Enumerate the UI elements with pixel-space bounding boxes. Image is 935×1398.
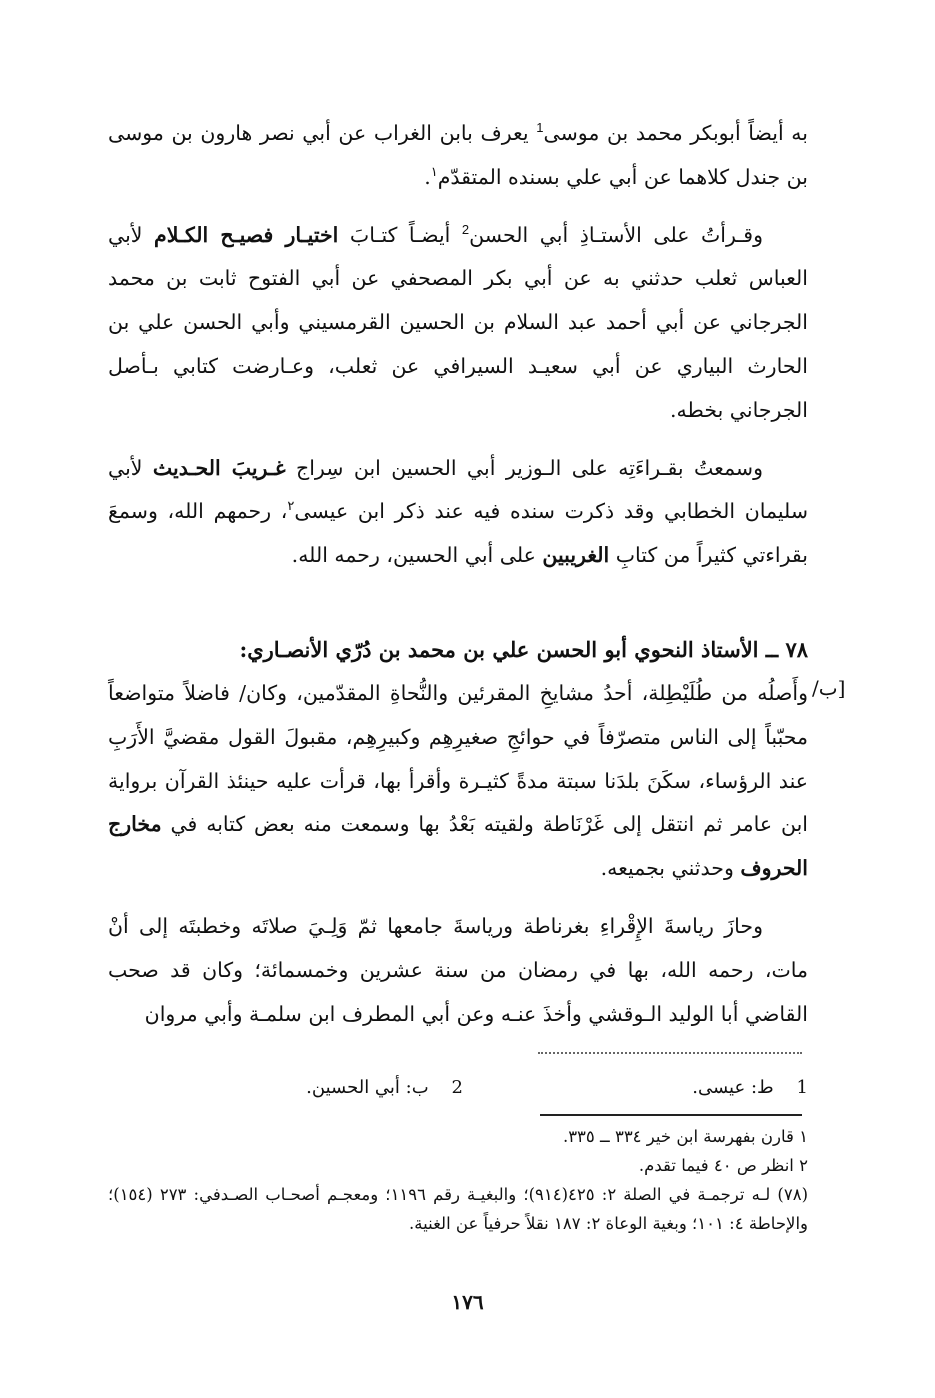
variant-marker-1: 1 bbox=[536, 120, 544, 136]
paragraph-3-text-a: وسمعتُ بقـراءَتِه على الـوزير أبي الحسين ابن سِراج bbox=[285, 455, 763, 480]
paragraph-2-text-b: أيضـاً كتـابَ bbox=[338, 222, 462, 247]
footnote-1: ١ قارن بفهرسة ابن خير ٣٣٤ ــ ٣٣٥. bbox=[562, 1127, 808, 1146]
paragraph-3 bbox=[108, 447, 808, 578]
footnotes bbox=[108, 1122, 808, 1238]
paragraph-4 bbox=[108, 672, 808, 891]
paragraph-3-text-c: ، رحمهم الله، وسمعَ بقراءتي كثيراً من كتابِ bbox=[108, 499, 808, 568]
paragraph-2-text-a: وقـرأتُ على الأستـاذِ أبي الحسن bbox=[469, 222, 764, 247]
paragraph-2 bbox=[108, 214, 808, 433]
paragraph-3-text-b: لأبي سليمان الخطابي وقد ذكرت سنده فيه عند ذكر ابن عيسى bbox=[108, 455, 809, 524]
variant-2-text: ب: أبي الحسين. bbox=[306, 1077, 429, 1098]
paragraph-4-text-a: وأَصلُه من طُلَيْطِلة، أحدُ مشايخِ المقرئين والنُّحاةِ المقدّمين، وكان/ فاضلاً متواضعاً محبّباً إلى الناس متصرّفاً في حوائجِ صغيرِهِم وكبيرِهِم، مقبولَ القول مقضيَّ الأَرَبِ عند الرؤساء، سكَنَ بلدَنا سبتة مدةً كثيـرة وأقرأ بها، قرأت عليه حينئذ القرآن برواية ابن عامر ثم انتقل إلى غَرْنَاطة ولقيته بَعْدُ بها وسمعت منه بعض كتابه في bbox=[108, 680, 808, 837]
variant-reading-1 bbox=[692, 1068, 808, 1108]
paragraph-1-text-a: به أيضاً أبوبكر محمد بن موسى bbox=[543, 121, 808, 145]
paragraph-1-text-b: يعرف بابن الغراب عن أبي نصر هارون بن موسى بن جندل كلاهما عن أبي علي بسنده المتقدّم bbox=[108, 121, 808, 189]
variant-reading-2 bbox=[306, 1068, 463, 1108]
variant-1-number: 1 bbox=[796, 1077, 808, 1098]
entry-heading-78: ٧٨ ــ الأستاذ النحوي أبو الحسن علي بن محمد بن دُرّي الأنصـاري: bbox=[239, 636, 808, 662]
page-number: ١٧٦ bbox=[451, 1290, 484, 1314]
variant-2-number: 2 bbox=[451, 1077, 463, 1098]
paragraph-4-text-b: وحدثني بجميعه. bbox=[600, 856, 741, 881]
book-title-makharij: مخارج الحروف bbox=[108, 812, 808, 881]
paragraph-1 bbox=[108, 112, 808, 200]
footnote-78: (٧٨) لـه ترجمـة في الصلة ٢: ٤٢٥(٩١٤)؛ والبغيـة رقم ١١٩٦؛ ومعجـم أصحـاب الصـدفي: ٢٧٣ (١٥٤)؛ والإحاطة ٤: ١٠١؛ وبغية الوعاة ٢: ١٨٧ نقلاً حرفياً عن الغنية. bbox=[108, 1185, 808, 1233]
manuscript-folio-marker: /ب] bbox=[812, 676, 846, 700]
paragraph-3-text-d: على أبي الحسين، رحمه الله. bbox=[291, 543, 543, 568]
book-title-fasih: اختيـار فصيـح الكـلام bbox=[154, 222, 339, 247]
paragraph-1-text-c: . bbox=[424, 164, 431, 189]
paragraph-2-text-c: لأبي العباس ثعلب حدثني به عن أبي بكر المصحفي عن أبي الفتوح ثابت بن محمد الجرجاني عن أبي أحمد عبد السلام بن الحسين القرمسيني وأبي الحسن علي بن الحارث البياري عن أبي سعيـد السيرافي عن ثعلب، وعـارضت كتابي بـأصل الجرجاني بخطه. bbox=[108, 222, 808, 422]
variants-divider bbox=[538, 1052, 802, 1054]
book-title-gharibayn: الغريبين bbox=[542, 543, 610, 568]
variant-marker-2: 2 bbox=[461, 221, 470, 237]
main-text bbox=[108, 112, 808, 1036]
book-title-gharib: غـريبَ الحـديث bbox=[152, 455, 286, 480]
variant-1-text: ط: عيسى. bbox=[692, 1077, 774, 1098]
footnote-2: ٢ انظر ص ٤٠ فيما تقدم. bbox=[638, 1156, 808, 1175]
footnote-marker-2: ٢ bbox=[287, 498, 295, 514]
paragraph-5: وحازَ رياسةَ الإِقْراءِ بغرناطة ورياسةَ جامعها ثمّ وَلِـيَ صلاتَه وخطبتَه إلى أنْ مات، رحمه الله، بها في رمضان من سنة عشرين وخمسمائة؛ وكان قد صحب القاضي أبا الوليد الـوقشي وأخذَ عنـه وعن أبي المطرف ابن سلمـة وأبي مروان bbox=[108, 913, 808, 1026]
variant-readings bbox=[108, 1068, 808, 1108]
footnote-marker-1: ١ bbox=[430, 163, 438, 179]
footnotes-divider bbox=[540, 1114, 802, 1116]
